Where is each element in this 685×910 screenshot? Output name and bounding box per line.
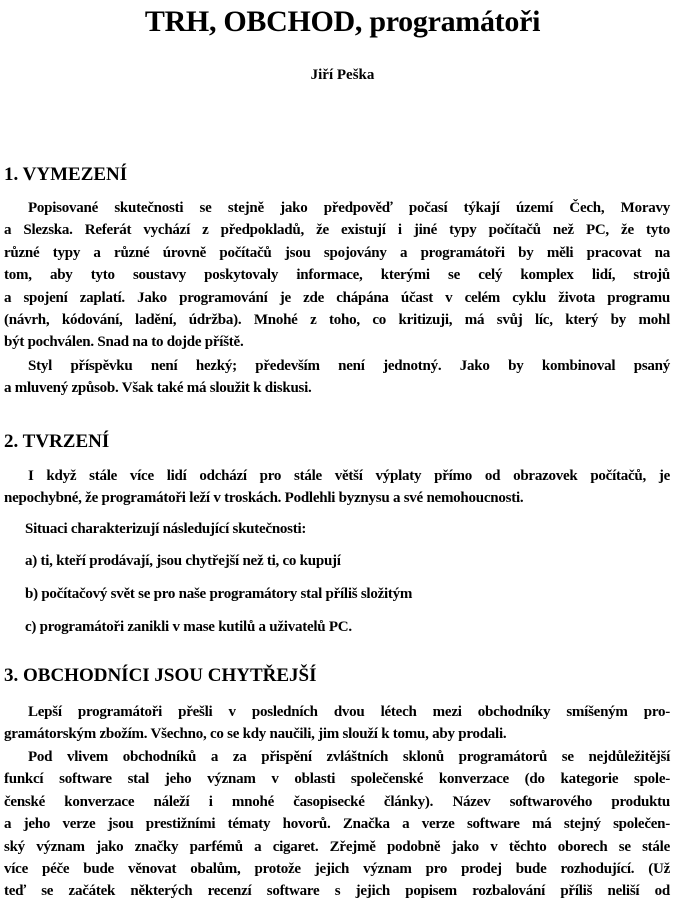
paragraph-line: různé typy a různé úrovně počítačů jsou spojovány a programátoři by měli pracovat na: [4, 244, 670, 261]
paragraph-line: a spojení zaplatí. Jako programování je zde chápána účast v celém cyklu života programu: [4, 289, 670, 306]
paragraph-line: Pod vlivem obchodníků a za přispění zvláštních sklonů programátorů se nejdůležitější: [28, 749, 670, 765]
paragraph-line: Popisované skutečnosti se stejně jako předpověď počasí týkají území Čech, Moravy: [28, 200, 670, 216]
paragraph: [4, 465, 670, 510]
section-heading-1: 1. VYMEZENÍ: [4, 164, 128, 185]
document-author: Jiří Peška: [310, 67, 375, 83]
paragraph-line: teď se začátek některých recenzí software s jejich popisem rozbalování příliš neliší od: [4, 883, 670, 900]
paragraph-line: ský význam jako značky parfémů a cigaret. Zřejmě podobně jako v těchto oborech se stále: [4, 838, 670, 855]
list-item: c) programátoři zanikli v mase kutilů a uživatelů PC.: [25, 619, 352, 635]
paragraph-line: a Slezska. Referát vychází z předpokladů, že existují i jiné typy počítačů než PC, že tyto: [4, 222, 670, 239]
paragraph-line: Styl příspěvku není hezký; především není jednotný. Jako by kombinoval psaný: [28, 358, 670, 374]
list-item: a) ti, kteří prodávají, jsou chytřejší než ti, co kupují: [25, 553, 341, 569]
paragraph-line: více péče bude věnovat obalům, protože jejich význam pro prodej bude rozhodující. (Už: [4, 861, 670, 878]
paragraph: [4, 197, 670, 354]
paragraph-line: nepochybné, že programátoři leží v troskách. Podlehli byznysu a své nemohoucnosti.: [4, 490, 524, 507]
section-heading-2: 2. TVRZENÍ: [4, 431, 110, 452]
section-heading-3: 3. OBCHODNÍCI JSOU CHYTŘEJŠÍ: [4, 665, 317, 686]
list-intro: Situaci charakterizují následující skutečnosti:: [25, 521, 307, 537]
paragraph: [4, 701, 670, 746]
paragraph-line: a jeho verze jsou prestižními tématy hovorů. Značka a verze software má stejný společen-: [4, 816, 670, 833]
paragraph-line: Lepší programátoři přešli v posledních dvou létech mezi obchodníky smíšeným pro-: [28, 704, 670, 720]
document-title: TRH, OBCHOD, programátoři: [144, 5, 541, 38]
paragraph-line: být pochválen. Snad na to dojde příště.: [4, 334, 244, 351]
paragraph-line: gramátorským zbožím. Všechno, co se kdy naučili, jim slouží k tomu, aby prodali.: [4, 726, 507, 743]
paragraph: [4, 355, 670, 400]
list-item: b) počítačový svět se pro naše programátory stal příliš složitým: [25, 586, 413, 602]
paragraph: [4, 746, 670, 903]
paragraph-line: funkcí software stal jeho význam v oblasti společenské konverzace (do kategorie spole-: [4, 771, 670, 788]
paragraph-line: a mluvený způsob. Však také má sloužit k diskusi.: [4, 380, 312, 397]
paragraph-line: (návrh, kódování, ladění, údržba). Mnohé z toho, co kritizuji, má svůj líc, který by mohl: [4, 312, 670, 329]
paragraph-line: I když stále více lidí odchází pro stále větší výplaty přímo od obrazovek počítačů, je: [28, 468, 670, 484]
paragraph-line: tom, aby tyto soustavy poskytovaly informace, kterými se celý komplex lidí, strojů: [4, 267, 670, 284]
paragraph-line: čenské konverzace náleží i mnohé časopisecké články). Název softwarového produktu: [4, 793, 670, 810]
